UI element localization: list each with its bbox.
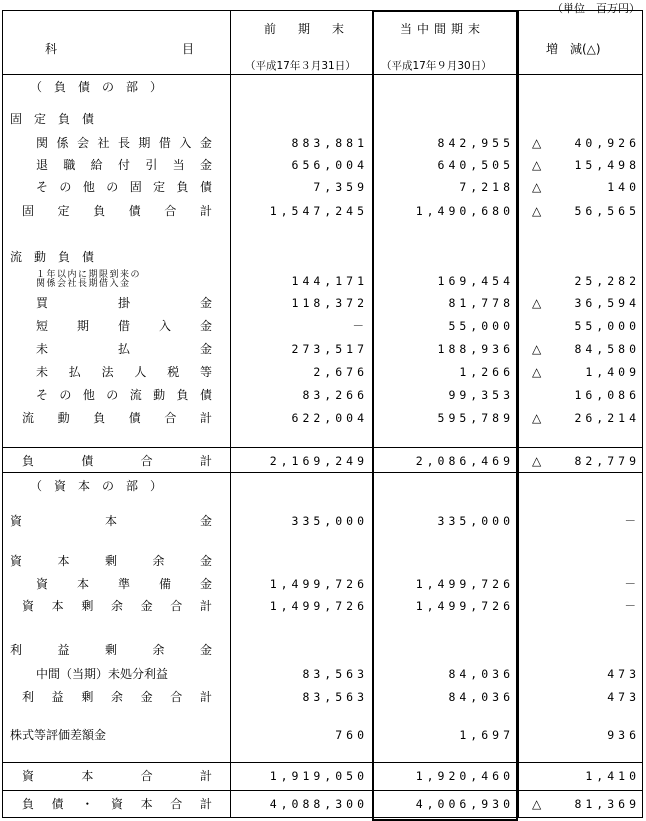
row-label-char: 動 [57,411,70,425]
row-label-char: 負 [93,411,106,425]
row-label-char: 給 [90,158,103,172]
row-label-char: 債 [199,180,212,194]
row-label: （ 資 本 の 部 ） [30,479,163,493]
table-row [0,315,646,337]
row-label-char: 期 [76,319,89,333]
row-label-char: 負 [93,204,106,218]
row-label-char: 余 [110,690,123,704]
row-label-char: 金 [199,643,212,657]
header-account-2: 目 [182,42,195,56]
row-label [36,132,212,154]
row-label-char: 本 [76,577,89,591]
header-prev-date: （平成17年３月31日） [245,60,356,72]
row-label-char: 資 [22,599,35,613]
table-row [0,793,646,815]
row-label [36,315,212,337]
curr-value: 1,499,726 [415,577,514,591]
row-label-char: 計 [199,769,212,783]
row-label-char: 債 [128,411,141,425]
table-row [0,176,646,198]
row-label-char: 負 [176,180,189,194]
change-value: 82,779 [574,454,640,468]
table-row [0,246,646,268]
row-label-char: 合 [140,769,153,783]
table-row [0,154,646,176]
row-label [22,450,212,472]
row-label [10,510,212,532]
table-row [0,270,646,292]
row-label-char: の [106,388,119,402]
negative-triangle: △ [532,365,542,379]
header-divider [2,74,643,75]
row-label-char: 合 [170,797,183,811]
prev-value: 622,004 [291,411,368,425]
row-label-char: 合 [170,690,183,704]
row-label-char: の [106,180,119,194]
table-row [0,573,646,595]
curr-value: 84,036 [448,667,514,681]
row-label-char: 定 [153,180,166,194]
change-value: 81,369 [574,797,640,811]
negative-triangle: △ [532,342,542,356]
curr-value: 842,955 [437,136,514,150]
row-label-char: 金 [140,599,153,613]
header-prev: 前 期 末 [264,22,350,36]
change-value: 56,565 [574,204,640,218]
row-label-char: 金 [199,136,212,150]
header-curr-date: （平成17年９月30日） [381,60,492,72]
curr-value: 188,936 [437,342,514,356]
row-label-char: 資 [22,769,35,783]
table-row [0,475,646,497]
row-label-char: 未 [36,342,49,356]
row-label-char: ・ [81,797,94,811]
table-row [0,595,646,617]
curr-value: 7,218 [459,180,514,194]
row-label-char: 金 [199,296,212,310]
row-label-char: 負 [176,388,189,402]
row-label-char: 短 [36,319,49,333]
curr-value: 81,778 [448,296,514,310]
row-label-char: 金 [199,577,212,591]
curr-value: 1,920,460 [415,769,514,783]
row-label-char: 債 [51,797,64,811]
row-label-char: 買 [36,296,49,310]
prev-value: 656,004 [291,158,368,172]
prev-value: 83,563 [302,690,368,704]
row-label-char: 剰 [81,599,94,613]
row-label-char: 法 [101,365,114,379]
curr-value: 1,499,726 [415,599,514,613]
prev-value: 273,517 [291,342,368,356]
curr-value: 640,505 [437,158,514,172]
table-row [0,384,646,406]
row-label-char: 債 [128,204,141,218]
change-value: 26,214 [574,411,640,425]
negative-triangle: △ [532,180,542,194]
row-label-char: 益 [57,643,70,657]
row-label-char: 合 [164,411,177,425]
row-label [36,384,212,406]
change-value: 473 [607,690,640,704]
row-label-char: 当 [172,158,185,172]
prev-value: 1,499,726 [269,577,368,591]
row-label-char: 資 [36,577,49,591]
row-label-char: 定 [57,204,70,218]
change-value: 25,282 [574,274,640,288]
row-label-char: 税 [167,365,180,379]
row-label-char: 固 [129,180,142,194]
table-row [0,407,646,429]
table-row [0,550,646,572]
prev-value: 335,000 [291,514,368,528]
row-label-char: 剰 [81,690,94,704]
prev-value: 883,881 [291,136,368,150]
row-label-char: の [59,388,72,402]
change-value: － [624,577,640,591]
row-label-char: 利 [22,690,35,704]
row-divider [2,790,643,791]
change-value: 15,498 [574,158,640,172]
row-label-char: 計 [199,690,212,704]
row-label-char: 退 [36,158,49,172]
change-value: 1,409 [585,365,640,379]
table-row [0,108,646,130]
row-label-char: 余 [152,554,165,568]
prev-value: 2,676 [313,365,368,379]
curr-value: 55,000 [448,319,514,333]
row-label-char: 期 [138,136,151,150]
row-label-char: 資 [10,554,23,568]
row-label-char: 未 [36,365,49,379]
row-label-char: 債 [81,454,94,468]
change-value: － [624,514,640,528]
row-label-char: 合 [170,599,183,613]
curr-value: 84,036 [448,690,514,704]
row-label-char: 借 [117,319,130,333]
row-label-char: 金 [199,554,212,568]
row-label [22,686,212,708]
row-label-char: 剰 [104,554,117,568]
curr-value: 335,000 [437,514,514,528]
row-label-char: 負 [22,454,35,468]
row-label-char: 入 [179,136,192,150]
row-label-char: 固 [22,204,35,218]
change-value: 1,410 [585,769,640,783]
negative-triangle: △ [532,204,542,218]
row-label-char: 余 [110,599,123,613]
row-label-char: 金 [199,342,212,356]
row-label-char: 本 [57,554,70,568]
row-label-line: １年以内に期限到来の [36,270,142,280]
row-label-char: 長 [117,136,130,150]
header-account-1: 科 [45,42,58,56]
change-value: 16,086 [574,388,640,402]
row-label-char: 益 [51,690,64,704]
change-value: 84,580 [574,342,640,356]
row-label-char: 資 [10,514,23,528]
header-change: 増 減(△) [546,42,601,56]
row-label-char: 剰 [104,643,117,657]
prev-value: 760 [335,728,368,742]
row-label [36,176,212,198]
row-label [36,154,212,176]
row-label-char: 資 [110,797,123,811]
row-label-char: そ [36,388,49,402]
table-row [0,292,646,314]
prev-value: 7,359 [313,180,368,194]
table-row [0,663,646,685]
row-label-char: 他 [82,388,95,402]
row-label: 中間（当期）未処分利益 [36,667,169,681]
prev-value: 83,563 [302,667,368,681]
row-label-char: 本 [140,797,153,811]
prev-value: 1,499,726 [269,599,368,613]
negative-triangle: △ [532,136,542,150]
header-curr: 当中間期末 [400,22,486,36]
row-label-char: 利 [10,643,23,657]
change-value: 140 [607,180,640,194]
change-value: － [624,599,640,613]
table-row [0,76,646,98]
table-row [0,510,646,532]
row-label-char: 会 [76,136,89,150]
row-label-char: 流 [129,388,142,402]
row-label-char: 入 [158,319,171,333]
row-label-char: 本 [51,599,64,613]
row-label-char: 準 [117,577,130,591]
row-label-char: 流 [22,411,35,425]
change-value: 36,594 [574,296,640,310]
row-label-char: 等 [199,365,212,379]
row-label-char: 社 [97,136,110,150]
row-divider [2,762,643,763]
curr-value: 99,353 [448,388,514,402]
prev-value: 83,266 [302,388,368,402]
negative-triangle: △ [532,296,542,310]
row-label-char: 他 [82,180,95,194]
prev-value: － [352,319,368,333]
row-label-char: 計 [199,454,212,468]
table-row [0,765,646,787]
row-label-char: 引 [145,158,158,172]
negative-triangle: △ [532,797,542,811]
prev-value: 4,088,300 [269,797,368,811]
curr-value: 1,266 [459,365,514,379]
table-row [0,724,646,746]
row-label-char: 備 [158,577,171,591]
change-value: 936 [607,728,640,742]
row-label-char: 付 [117,158,130,172]
row-label [10,550,212,572]
curr-value: 1,490,680 [415,204,514,218]
row-label-char: 払 [117,342,130,356]
row-label: 流 動 負 債 [10,250,95,264]
row-label: 株式等評価差額金 [10,728,107,742]
row-label-char: 職 [63,158,76,172]
prev-value: 118,372 [291,296,368,310]
negative-triangle: △ [532,411,542,425]
row-label [22,407,212,429]
row-label-char: 借 [158,136,171,150]
row-label-char: 係 [56,136,69,150]
row-label-char: 本 [81,769,94,783]
table-row [0,361,646,383]
row-label [36,573,212,595]
row-label-char: の [59,180,72,194]
row-label-char: 計 [199,204,212,218]
row-label-char: 計 [199,797,212,811]
negative-triangle: △ [532,158,542,172]
row-label-char: そ [36,180,49,194]
row-label: （ 負 債 の 部 ） [30,80,163,94]
change-value: 40,926 [574,136,640,150]
row-label [36,292,212,314]
row-label-char: 合 [140,454,153,468]
row-label-line: 関係会社長期借入金 [36,279,131,289]
row-label-char: 払 [68,365,81,379]
row-label-char: 合 [164,204,177,218]
row-label [22,765,212,787]
change-value: 55,000 [574,319,640,333]
row-label [22,793,212,815]
prev-value: 144,171 [291,274,368,288]
row-label-char: 人 [134,365,147,379]
unit-note: （単位 百万円） [552,2,640,15]
row-label: 固 定 負 債 [10,112,95,126]
row-label-char: 金 [199,319,212,333]
row-label [10,639,212,661]
row-label-char: 計 [199,411,212,425]
row-label [36,271,141,293]
row-label-char: 金 [140,690,153,704]
row-label-char: 金 [199,514,212,528]
row-divider [2,472,643,473]
curr-value: 4,006,930 [415,797,514,811]
negative-triangle: △ [532,454,542,468]
row-divider [2,447,643,448]
table-row [0,450,646,472]
table-row [0,132,646,154]
row-label-char: 金 [199,158,212,172]
row-label-char: 本 [104,514,117,528]
table-row [0,338,646,360]
row-label [36,338,212,360]
change-value: 473 [607,667,640,681]
curr-value: 595,789 [437,411,514,425]
row-label-char: 動 [153,388,166,402]
row-label-char: 掛 [117,296,130,310]
curr-value: 169,454 [437,274,514,288]
row-label [22,595,212,617]
prev-value: 2,169,249 [269,454,368,468]
row-label-char: 計 [199,599,212,613]
table-row [0,639,646,661]
prev-value: 1,919,050 [269,769,368,783]
row-label-char: 債 [199,388,212,402]
row-label-char: 余 [152,643,165,657]
curr-value: 2,086,469 [415,454,514,468]
table-row [0,686,646,708]
row-label-char: 関 [36,136,49,150]
row-label [36,361,212,383]
row-label-char: 負 [22,797,35,811]
prev-value: 1,547,245 [269,204,368,218]
curr-value: 1,697 [459,728,514,742]
table-row [0,200,646,222]
row-label [22,200,212,222]
